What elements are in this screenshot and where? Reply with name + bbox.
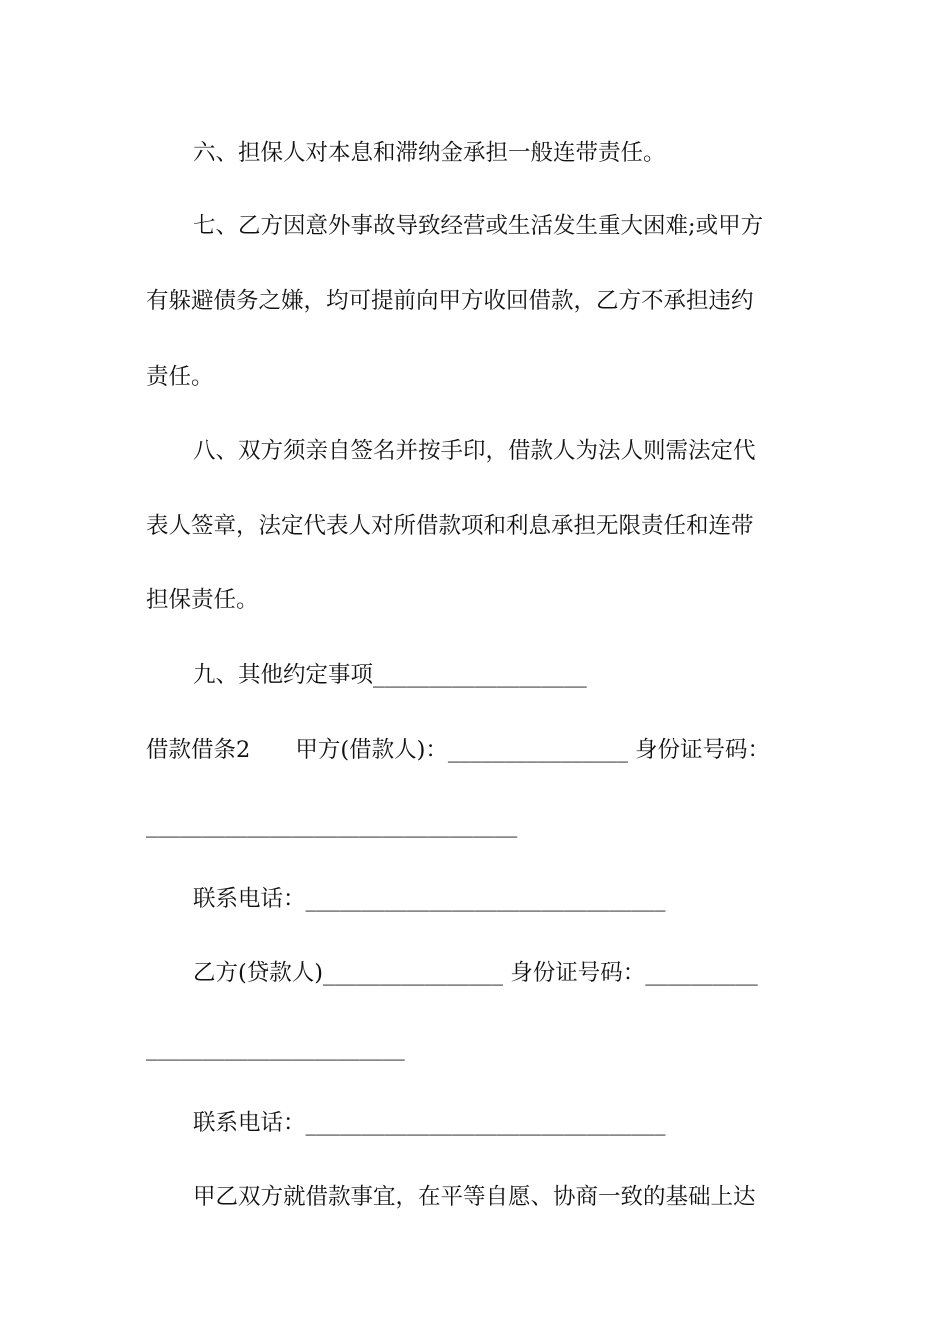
clause-9: 九、其他约定事项___________________ (193, 662, 587, 688)
iou-2-party-a: 借款借条2 甲方(借款人)：________________ 身份证号码： (146, 737, 771, 763)
clause-8-line-1: 八、双方须亲自签名并按手印，借款人为法人则需法定代 (193, 438, 756, 464)
clause-6: 六、担保人对本息和滞纳金承担一般连带责任。 (193, 140, 666, 166)
clause-7-line-3: 责任。 (146, 364, 214, 390)
clause-8-line-3: 担保责任。 (146, 587, 259, 613)
party-b-line: 乙方(贷款人)________________ 身份证号码：__________ (193, 960, 758, 986)
party-b-phone: 联系电话：________________________________ (193, 1110, 666, 1136)
clause-7-line-2: 有躲避债务之嫌，均可提前向甲方收回借款，乙方不承担违约 (146, 288, 754, 314)
clause-7-line-1: 七、乙方因意外事故导致经营或生活发生重大困难;或甲方 (193, 213, 764, 239)
clause-8-line-2: 表人签章，法定代表人对所借款项和利息承担无限责任和连带 (146, 513, 754, 539)
party-a-id-blank: _________________________________ (146, 812, 518, 838)
agreement-intro: 甲乙双方就借款事宜，在平等自愿、协商一致的基础上达 (193, 1184, 756, 1210)
party-a-phone: 联系电话：________________________________ (193, 886, 666, 912)
party-b-id-blank: _______________________ (146, 1035, 405, 1061)
